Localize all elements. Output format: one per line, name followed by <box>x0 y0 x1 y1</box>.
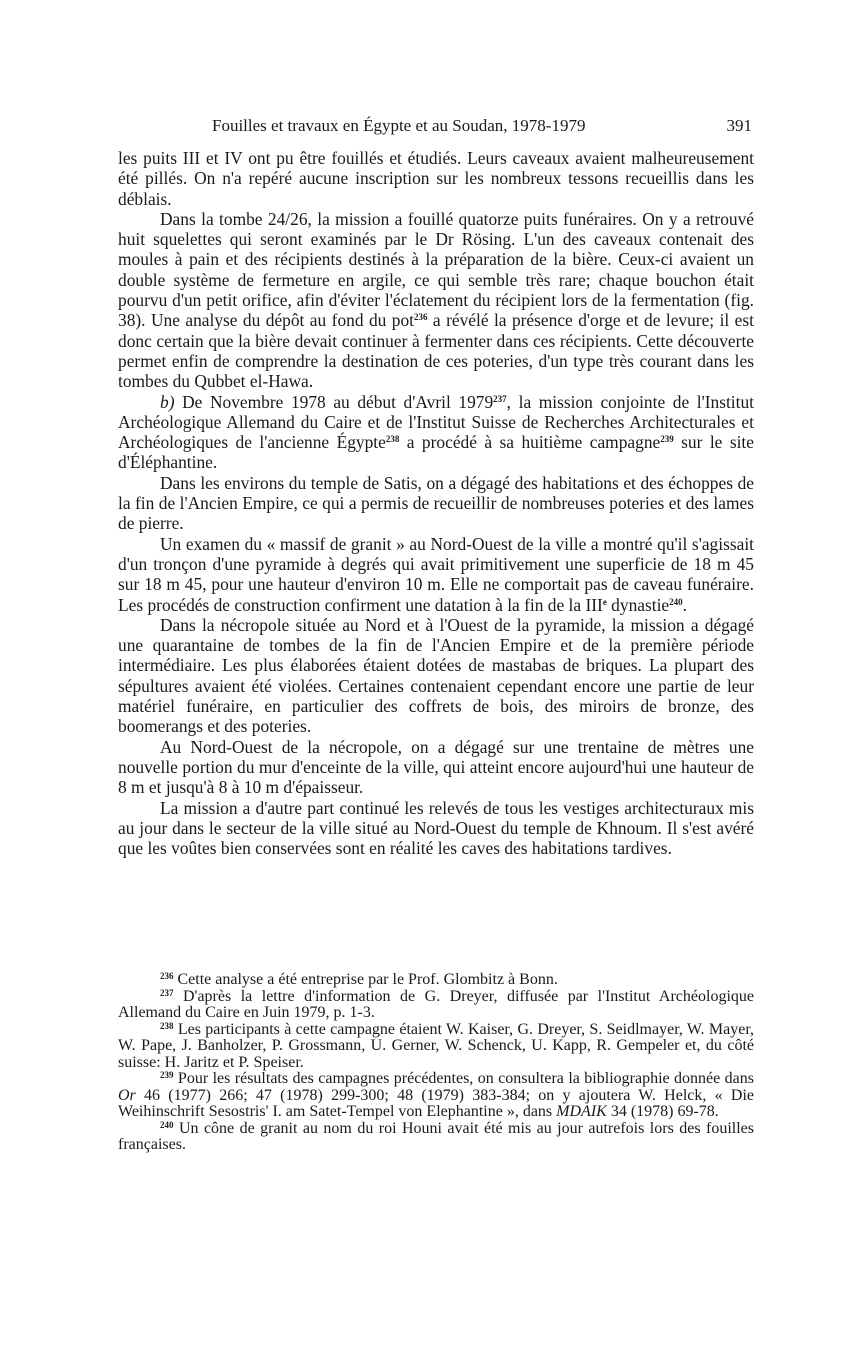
text-run: Pour les résultats des campagnes précédentes, on consultera la bibliographie donnée dans <box>173 1070 754 1087</box>
text-run: . <box>682 594 687 615</box>
text-run: Dans les environs du temple de Satis, on a dégagé des habitations et des échoppes de la fin de l'Ancien Empire, ce qui a permis de recueillir de nombreuses poteries et des lames de pierre. <box>118 472 754 534</box>
text-run: sur le site d'Éléphantine. <box>118 432 754 473</box>
paragraph <box>118 534 754 615</box>
footnote-number: 238 <box>160 1020 174 1031</box>
paragraph <box>118 209 754 392</box>
footnote-reference: 240 <box>669 596 683 607</box>
text-run: Cette analyse a été entreprise par le Prof. Glombitz à Bonn. <box>173 971 558 988</box>
footnote-reference: 237 <box>493 393 507 404</box>
footnote-reference: 239 <box>660 434 674 445</box>
paragraph <box>118 615 754 737</box>
text-run: Les participants à cette campagne étaient W. Kaiser, G. Dreyer, S. Seidlmayer, W. Mayer, W. Pape, J. Banholzer, P. Grossmann, U. Gerner, W. Schenck, U. Kapp, R. Gempeler et, du côté suisse: H. Jaritz et P. Speiser. <box>118 1020 754 1071</box>
footnote-reference: e <box>602 596 607 607</box>
text-run: La mission a d'autre part continué les relevés de tous les vestiges architecturaux mis au jour dans le secteur de la ville situé au Nord-Ouest du temple de Khnoum. Il s'est avéré que les voûtes bien conservées sont en réalité les caves des habitations tardives. <box>118 797 754 859</box>
footnote <box>118 1121 754 1154</box>
footnote-reference: 236 <box>414 312 428 323</box>
text-run: Dans la tombe 24/26, la mission a fouillé quatorze puits funéraires. On y a retrouvé huit squelettes qui seront examinés par le Dr Rösing. L'un des caveaux contenait des moules à pain et des récipients destinés à la préparation de la bière. Ceux-ci avaient un double système de fermeture en argile, ce qui semble très rare; chaque bouchon était pourvu d'un petit orifice, afin d'éviter l'éclatement du récipient lors de la fermentation (fig. 38). Une analyse du dépôt au fond du pot <box>118 208 754 331</box>
paragraph <box>118 148 754 209</box>
paragraph <box>118 798 754 859</box>
text-run: Au Nord-Ouest de la nécropole, on a dégagé sur une trentaine de mètres une nouvelle portion du mur d'enceinte de la ville, qui atteint encore aujourd'hui une hauteur de 8 m et jusqu'à 8 à 10 m d'épaisseur. <box>118 736 754 798</box>
text-run: Un examen du « massif de granit » au Nord-Ouest de la ville a montré qu'il s'agissait d'un tronçon d'une pyramide à degrés qui avait primitivement une superficie de 18 m 45 sur 18 m 45, pour une hauteur d'environ 10 m. Elle ne comportait pas de caveau funéraire. Les procédés de construction confirment une datation à la fin de la III <box>118 533 754 615</box>
footnote-number: 240 <box>160 1119 174 1130</box>
footnote <box>118 972 754 989</box>
text-run: , la mission conjointe de l'Institut Archéologique Allemand du Caire et de l'Institut Suisse de Recherches Architecturales et Archéologiques de l'ancienne Égypte <box>118 391 754 453</box>
footnote-reference: 238 <box>385 434 400 445</box>
footnote <box>118 989 754 1022</box>
footnote-number: 237 <box>160 987 174 998</box>
running-title: Fouilles et travaux en Égypte et au Soudan, 1978-1979 <box>212 116 586 135</box>
italic-text: Or <box>118 1086 136 1104</box>
text-run: dynastie <box>606 594 670 615</box>
italic-text: MDAIK <box>556 1103 607 1120</box>
footnote <box>118 1071 754 1121</box>
text-run: a procédé à sa huitième campagne <box>399 432 661 453</box>
text-run: Dans la nécropole située au Nord et à l'Ouest de la pyramide, la mission a dégagé une quarantaine de tombes de la fin de l'Ancien Empire et de la première période intermédiaire. Les plus élaborées étaient dotées de mastabas de briques. La plupart des sépultures avaient été violées. Certaines contenaient cependant encore une partie de leur matériel funéraire, en particulier des coffrets de bois, des miroirs de bronze, des boomerangs et des poteries. <box>118 614 754 737</box>
main-text <box>118 148 754 858</box>
paragraph <box>118 392 754 473</box>
text-run: a révélé la présence d'orge et de levure; il est donc certain que la bière devait continuer à fermenter dans ces récipients. Cette découverte permet enfin de comprendre la destination de ces poteries, d'un type très courant dans les tombes du Qubbet el-Hawa. <box>118 310 754 392</box>
paragraph <box>118 473 754 534</box>
text-run: 46 (1977) 266; 47 (1978) 299-300; 48 (1979) 383-384; on y ajoutera W. Helck, « Die Weihinschrift Sesostris' I. am Satet-Tempel von Elephantine », dans <box>118 1086 754 1120</box>
page-number: 391 <box>726 116 752 135</box>
text-run: D'après la lettre d'information de G. Dreyer, diffusée par l'Institut Archéologique Allemand du Caire en Juin 1979, p. 1-3. <box>118 987 754 1021</box>
text-run: les puits III et IV ont pu être fouillés et étudiés. Leurs caveaux avaient malheureusement été pillés. On n'a repéré aucune inscription sur les nombreux tessons recueillis dans les déblais. <box>118 148 754 209</box>
footnote-number: 236 <box>160 971 174 981</box>
paragraph <box>118 737 754 798</box>
footnote-number: 239 <box>160 1070 174 1080</box>
text-run: De Novembre 1978 au début d'Avril 1979 <box>174 391 494 412</box>
text-run: Un cône de granit au nom du roi Houni avait été mis au jour autrefois lors des fouilles françaises. <box>118 1119 754 1153</box>
italic-text: b) <box>160 391 175 412</box>
footnote <box>118 1022 754 1072</box>
text-run: 34 (1978) 69-78. <box>606 1103 719 1120</box>
footnotes <box>118 972 754 1154</box>
running-header <box>118 116 752 138</box>
